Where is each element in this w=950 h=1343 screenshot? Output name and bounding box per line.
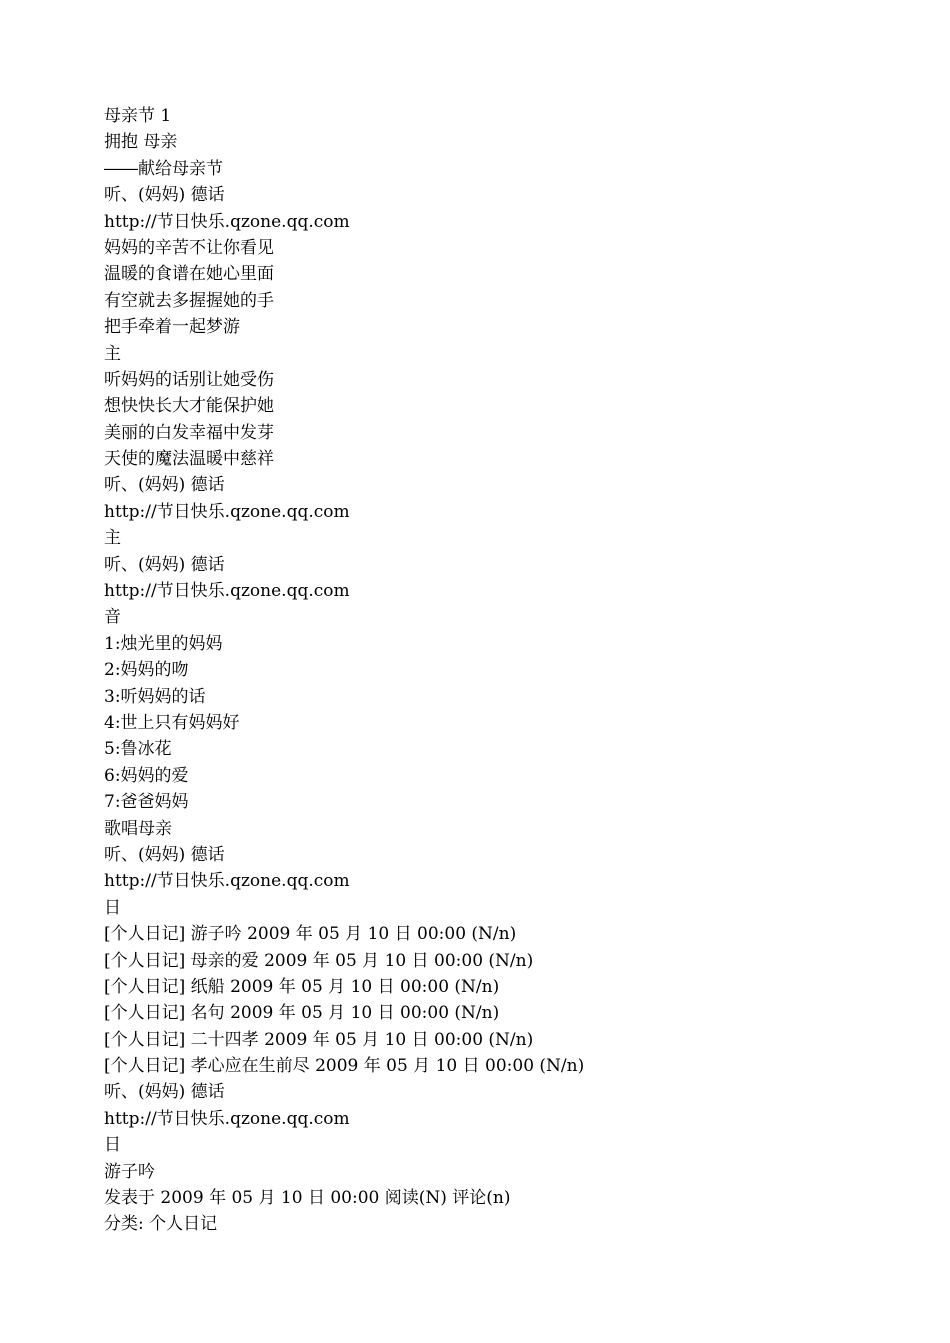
text-line: 听妈妈的话别让她受伤 [104,369,274,390]
text-line: http://节日快乐.qzone.qq.com [104,871,350,892]
text-line: 有空就去多握握她的手 [104,290,274,311]
text-line: 4:世上只有妈妈好 [104,712,240,733]
text-line: [个人日记] 二十四孝 2009 年 05 月 10 日 00:00 (N/n) [104,1029,534,1050]
text-line: 音 [104,607,121,628]
text-line: 美丽的白发幸福中发芽 [104,422,274,443]
text-line: http://节日快乐.qzone.qq.com [104,1108,350,1129]
text-line: 听、(妈妈) 德话 [104,185,225,206]
text-line: 日 [104,1135,121,1156]
text-line: http://节日快乐.qzone.qq.com [104,581,350,602]
text-line: 主 [104,343,121,364]
text-line: 发表于 2009 年 05 月 10 日 00:00 阅读(N) 评论(n) [104,1188,511,1209]
text-line: 想快快长大才能保护她 [104,396,274,417]
text-line: http://节日快乐.qzone.qq.com [104,501,350,522]
text-line: [个人日记] 孝心应在生前尽 2009 年 05 月 10 日 00:00 (N/n) [104,1056,585,1077]
text-line: 温暖的食谱在她心里面 [104,264,274,285]
document-body [104,103,884,1238]
text-line: 拥抱 母亲 [104,132,178,153]
text-line: [个人日记] 纸船 2009 年 05 月 10 日 00:00 (N/n) [104,976,500,997]
text-line: 母亲节 1 [104,106,172,126]
text-line: 把手牵着一起梦游 [104,317,240,338]
text-line: 游子吟 [104,1161,155,1182]
text-line: 5:鲁冰花 [104,739,172,760]
text-line: 2:妈妈的吻 [104,660,189,681]
text-line: 日 [104,897,121,918]
text-line: 主 [104,528,121,549]
text-line: [个人日记] 名句 2009 年 05 月 10 日 00:00 (N/n) [104,1003,500,1024]
text-line: 6:妈妈的爱 [104,765,189,786]
text-line: 分类: 个人日记 [104,1214,218,1235]
text-line: 听、(妈妈) 德话 [104,475,225,496]
text-line: 3:听妈妈的话 [104,686,206,707]
text-line: 妈妈的辛苦不让你看见 [104,237,274,258]
text-line: 听、(妈妈) 德话 [104,1082,225,1103]
text-line: http://节日快乐.qzone.qq.com [104,211,350,232]
text-line: 歌唱母亲 [104,818,172,839]
text-line: 1:烛光里的妈妈 [104,633,223,654]
text-line: ――献给母亲节 [104,158,223,179]
text-line: [个人日记] 游子吟 2009 年 05 月 10 日 00:00 (N/n) [104,924,517,945]
text-line: [个人日记] 母亲的爱 2009 年 05 月 10 日 00:00 (N/n) [104,950,534,971]
text-line: 听、(妈妈) 德话 [104,554,225,575]
text-line: 天使的魔法温暖中慈祥 [104,449,274,470]
text-line: 7:爸爸妈妈 [104,792,189,813]
text-line: 听、(妈妈) 德话 [104,844,225,865]
